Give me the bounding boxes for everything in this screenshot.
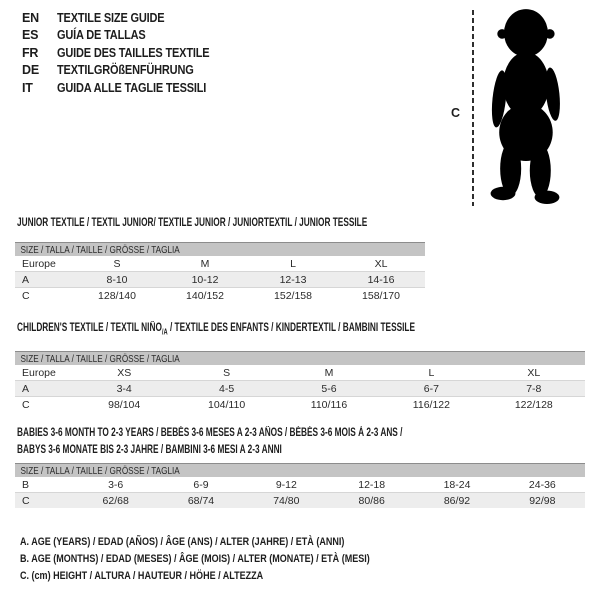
language-item bbox=[22, 62, 230, 80]
table-block-babies bbox=[15, 425, 585, 508]
size-cell: 8-10 bbox=[106, 273, 128, 286]
language-title: GUÍA DE TALLAS bbox=[57, 28, 146, 43]
size-header-band bbox=[15, 242, 425, 256]
legend-line: A. AGE (YEARS) / EDAD (AÑOS) / ÂGE (ANS) / ALTER (JAHRE) / ETÀ (ANNI) bbox=[20, 536, 345, 548]
legend-line: B. AGE (MONTHS) / EDAD (MESES) / ÂGE (MOIS) / ALTER (MONATE) / ETÀ (MESI) bbox=[20, 553, 370, 565]
table-row bbox=[15, 492, 585, 508]
row-label: C bbox=[22, 398, 30, 411]
row-label: A bbox=[22, 273, 30, 286]
measure-label-c: C bbox=[451, 106, 461, 120]
language-title: TEXTILGRÖßENFÜHRUNG bbox=[57, 63, 194, 78]
size-cell: 62/68 bbox=[102, 494, 129, 507]
size-cell: 14-16 bbox=[367, 273, 395, 286]
size-cell: 92/98 bbox=[529, 494, 556, 507]
language-title: TEXTILE SIZE GUIDE bbox=[57, 10, 165, 25]
size-cell: 140/152 bbox=[186, 289, 224, 302]
language-code: DE bbox=[22, 63, 39, 78]
table-row bbox=[15, 271, 425, 287]
size-cell: 24-36 bbox=[528, 478, 556, 491]
size-cell: 9-12 bbox=[275, 478, 297, 491]
size-cell: 6-7 bbox=[423, 382, 439, 395]
language-code: FR bbox=[22, 45, 39, 60]
row-label: B bbox=[22, 478, 30, 491]
size-cell: 158/170 bbox=[362, 289, 400, 302]
size-cell: 80/86 bbox=[358, 494, 385, 507]
size-cell: 104/110 bbox=[208, 398, 246, 411]
table-title-part: JUNIOR TEXTILE / TEXTIL JUNIOR/ TEXTILE JUNIOR / JUNIORTEXTIL / JUNIOR TESSILE bbox=[17, 217, 368, 229]
size-cell: XL bbox=[527, 366, 541, 379]
size-cell: 4-5 bbox=[219, 382, 235, 395]
size-cell: 3-4 bbox=[116, 382, 132, 395]
table-title bbox=[17, 217, 368, 229]
size-cell: 74/80 bbox=[273, 494, 300, 507]
size-header-band bbox=[15, 351, 585, 365]
size-cell: M bbox=[324, 366, 334, 379]
table-row bbox=[15, 396, 585, 412]
size-cell: 6-9 bbox=[193, 478, 209, 491]
row-label: Europe bbox=[22, 257, 56, 270]
language-item bbox=[22, 44, 230, 62]
table-title bbox=[17, 425, 426, 459]
language-list bbox=[22, 9, 230, 97]
table-row bbox=[15, 380, 585, 396]
row-label: A bbox=[22, 382, 30, 395]
language-item bbox=[22, 27, 230, 45]
size-cell: M bbox=[200, 257, 210, 270]
table-row bbox=[15, 287, 425, 303]
language-code: IT bbox=[22, 80, 33, 95]
size-cell: 98/104 bbox=[108, 398, 141, 411]
size-cell: 7-8 bbox=[526, 382, 542, 395]
table-row bbox=[15, 477, 585, 492]
size-cell: 3-6 bbox=[108, 478, 124, 491]
size-cell: XS bbox=[117, 366, 132, 379]
size-cell: 122/128 bbox=[514, 398, 553, 411]
size-cell: 128/140 bbox=[98, 289, 136, 302]
legend-line: C. (cm) HEIGHT / ALTURA / HAUTEUR / HÖHE / ALTEZZA bbox=[20, 570, 264, 582]
size-cell: 86/92 bbox=[443, 494, 471, 507]
table-title-part: BABYS 3-6 MONATE BIS 2-3 JAHRE / BAMBINI 3-6 MESI A 2-3 ANNI bbox=[17, 444, 282, 456]
table-title bbox=[17, 322, 426, 338]
size-header-band bbox=[15, 463, 585, 477]
size-cell: 18-24 bbox=[443, 478, 471, 491]
size-cell: XL bbox=[374, 257, 388, 270]
baby-silhouette-icon bbox=[482, 8, 568, 207]
size-cell: 12-18 bbox=[358, 478, 386, 491]
size-cell: 152/158 bbox=[274, 289, 312, 302]
size-cell: L bbox=[290, 257, 296, 270]
language-title: GUIDE DES TAILLES TEXTILE bbox=[57, 45, 210, 60]
size-cell: 5-6 bbox=[321, 382, 337, 395]
measurement-legend bbox=[20, 534, 447, 585]
size-header-text: SIZE / TALLA / TAILLE / GRÖSSE / TAGLIA bbox=[20, 243, 180, 256]
language-item bbox=[22, 79, 230, 97]
table-title-part: CHILDREN'S TEXTILE / TEXTIL NIÑO bbox=[17, 322, 162, 334]
language-code: EN bbox=[22, 10, 39, 25]
language-code: ES bbox=[22, 28, 39, 43]
size-cell: 116/122 bbox=[412, 398, 450, 411]
size-header-text: SIZE / TALLA / TAILLE / GRÖSSE / TAGLIA bbox=[20, 464, 180, 477]
size-header-text: SIZE / TALLA / TAILLE / GRÖSSE / TAGLIA bbox=[20, 352, 180, 365]
table-title-part: BABIES 3-6 MONTH TO 2-3 YEARS / BEBÉS 3-6 MESES A 2-3 AÑOS / BÉBÉS 3-6 MOIS À 2-3 ANS / bbox=[17, 427, 403, 439]
height-measure-dashed-line bbox=[472, 10, 474, 206]
table-row bbox=[15, 365, 585, 380]
table-block-junior bbox=[15, 217, 425, 303]
size-cell: S bbox=[113, 257, 121, 270]
size-cell: 68/74 bbox=[187, 494, 215, 507]
row-label: C bbox=[22, 494, 30, 507]
table-title-part: /A bbox=[161, 327, 168, 337]
size-cell: S bbox=[223, 366, 231, 379]
row-label: C bbox=[22, 289, 30, 302]
language-title: GUIDA ALLE TAGLIE TESSILI bbox=[57, 80, 207, 95]
size-cell: 10-12 bbox=[191, 273, 219, 286]
size-cell: 110/116 bbox=[310, 398, 348, 411]
size-cell: 12-13 bbox=[279, 273, 307, 286]
row-label: Europe bbox=[22, 366, 56, 379]
table-title-part: / TEXTILE DES ENFANTS / KINDERTEXTIL / BAMBINI TESSILE bbox=[167, 322, 416, 334]
table-block-children bbox=[15, 322, 585, 412]
table-row bbox=[15, 256, 425, 271]
language-item bbox=[22, 9, 230, 27]
size-cell: L bbox=[428, 366, 435, 379]
